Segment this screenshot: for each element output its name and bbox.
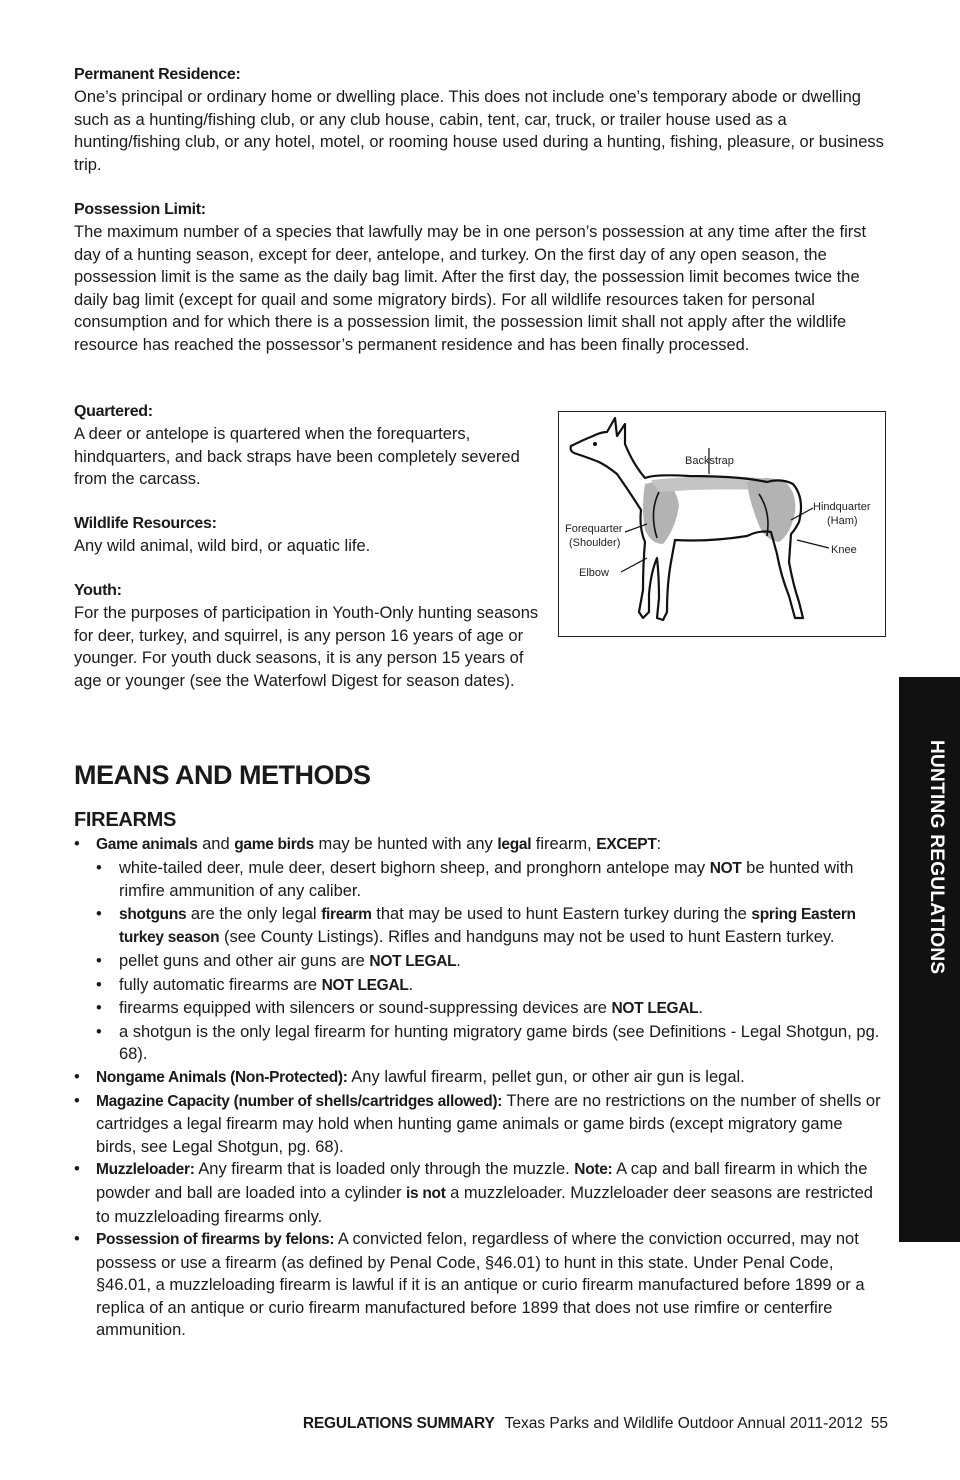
list-item: • Magazine Capacity (number of shells/cartridges allowed): There are no restrictions on the number of shells or cartridges a legal firearm may hold when hunting game animals or game birds (except migratory game birds, see Legal Shotgun, pg. 68).: [74, 1090, 884, 1159]
footer-section: REGULATIONS SUMMARY: [302, 1415, 495, 1432]
list-subitem: • white-tailed deer, mule deer, desert bighorn sheep, and pronghorn antelope may NOT be hunted with rimfire ammunition of any caliber.: [74, 857, 884, 903]
definition-text: The maximum number of a species that lawfully may be in one person’s possession at any time after the first day of a hunting season, except for deer, antelope, and turkey. On the first day of any open season, the possession limit is the same as the daily bag limit. After the first day, the possession limit becomes twice the daily bag limit (except for quail and some migratory birds). For all wildlife resources taken for personal consumption and for which there is a possession limit, the possession limit shall not apply after the wildlife resource has reached the possessor’s permanent residence and has been finally processed.: [74, 223, 867, 354]
section-title-means-and-methods: MEANS AND METHODS: [74, 760, 371, 790]
definition-quartered: [74, 401, 544, 491]
subsection-title-firearms: FIREARMS: [74, 809, 177, 831]
definition-text: Any wild animal, wild bird, or aquatic life.: [74, 537, 371, 555]
definition-text: A deer or antelope is quartered when the forequarters, hindquarters, and back straps have been completely severed from the carcass.: [74, 425, 520, 489]
list-item: • Nongame Animals (Non-Protected): Any lawful firearm, pellet gun, or other air gun is legal.: [74, 1066, 884, 1090]
list-subitem: • firearms equipped with silencers or sound-suppressing devices are NOT LEGAL.: [74, 997, 884, 1021]
list-item: • Muzzleloader: Any firearm that is loaded only through the muzzle. Note: A cap and ball firearm in which the powder and ball are loaded into a cylinder is not a muzzleloader. Muzzleloader deer seasons are restricted to muzzleloading firearms only.: [74, 1158, 884, 1228]
definition-youth: [74, 580, 544, 692]
side-tab-label: HUNTING REGULATIONS: [926, 740, 947, 975]
list-item: • Game animals and game birds may be hunted with any legal firearm, EXCEPT:: [74, 833, 884, 857]
list-subitem: • a shotgun is the only legal firearm for hunting migratory game birds (see Definitions - Legal Shotgun, pg. 68).: [74, 1021, 884, 1066]
list-subitem: • fully automatic firearms are NOT LEGAL.: [74, 974, 884, 998]
label-shoulder: (Shoulder): [569, 537, 621, 549]
firearms-rules-list: [74, 833, 884, 1342]
label-forequarter: Forequarter: [565, 523, 623, 535]
definition-term: Youth:: [74, 582, 122, 599]
label-ham: (Ham): [827, 515, 858, 527]
list-subitem: • shotguns are the only legal firearm that may be used to hunt Eastern turkey during the spring Eastern turkey season (see County Listings). Rifles and handguns may not be used to hunt Eastern turkey.: [74, 903, 884, 950]
definition-term: Possession Limit:: [74, 201, 206, 218]
page-number: 55: [870, 1415, 888, 1432]
label-knee: Knee: [831, 544, 857, 556]
definition-possession-limit: [74, 199, 894, 357]
list-item: • Possession of firearms by felons: A convicted felon, regardless of where the conviction occurred, may not possess or use a firearm (as defined by Penal Code, §46.01) to hunt in this state. Under Penal Code, §46.01, a muzzleloading firearm is lawful if it is an antique or curio firearm manufactured before 1899 or a replica of an antique or curio firearm manufactured before 1899 that does not use rimfire or centerfire ammunition.: [74, 1228, 884, 1342]
definition-term: Quartered:: [74, 403, 153, 420]
definition-permanent-residence: [74, 64, 894, 176]
label-backstrap: Backstrap: [685, 455, 734, 467]
page-footer: [303, 1415, 888, 1433]
definition-term: Wildlife Resources:: [74, 515, 217, 532]
deer-quartering-diagram: [558, 411, 886, 637]
label-hindquarter: Hindquarter: [813, 501, 871, 513]
definition-term: Permanent Residence:: [74, 66, 241, 83]
list-subitem: • pellet guns and other air guns are NOT LEGAL.: [74, 950, 884, 974]
definition-text: One’s principal or ordinary home or dwelling place. This does not include one’s temporary abode or dwelling such as a hunting/fishing club, or any club house, cabin, tent, car, truck, or trailer house used as a hunting/fishing club, or any hotel, motel, or rooming house used during a hunting, fishing, pleasure, or business trip.: [74, 88, 884, 174]
label-elbow: Elbow: [579, 567, 609, 579]
footer-publication: Texas Parks and Wildlife Outdoor Annual 2011-2012: [504, 1415, 863, 1432]
definition-wildlife-resources: [74, 513, 544, 558]
definition-text: For the purposes of participation in Youth-Only hunting seasons for deer, turkey, and squirrel, is any person 16 years of age or younger. For youth duck seasons, it is any person 15 years of age or younger (see the Waterfowl Digest for season dates).: [74, 604, 539, 690]
deer-illustration: [559, 412, 885, 636]
